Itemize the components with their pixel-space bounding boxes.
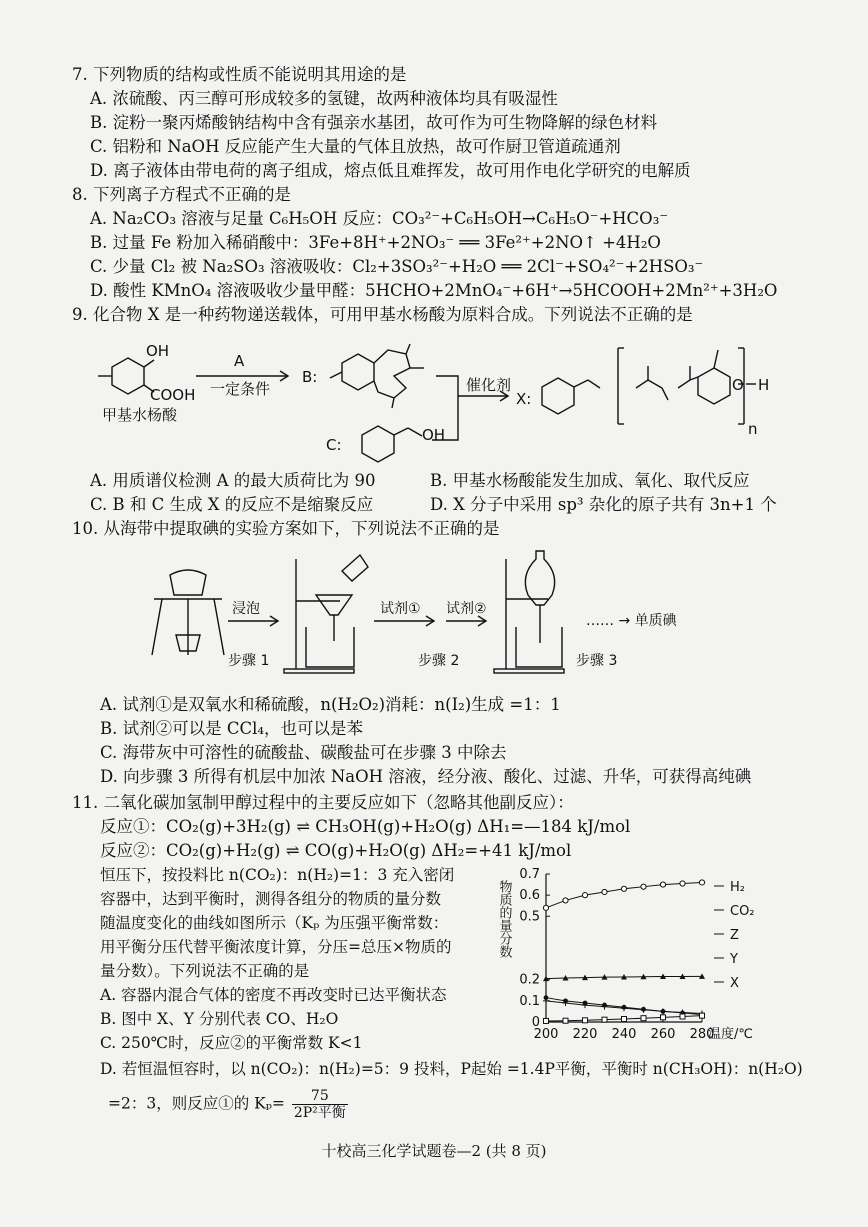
q11-option-c: C. 250℃时，反应②的平衡常数 K<1 [100,1034,363,1052]
q9-start-name: 甲基水杨酸 [102,406,178,424]
chart-point [543,905,548,910]
chart-point [563,898,568,903]
q11-reaction-2: 反应②：CO₂(g)+H₂(g) ⇌ CO(g)+H₂O(g) ΔH₂=+41 kJ/mol [100,841,572,860]
q9-catalyst: 催化剂 [466,376,512,394]
q11-para-5: 量分数）。下列说法不正确的是 [100,962,310,980]
chart-x-tick-label: 220 [572,1027,598,1042]
q10-soak: 浸泡 [232,601,260,617]
chart-point [641,884,646,889]
q11-option-b: B. 图中 X、Y 分别代表 CO、H₂O [100,1010,339,1028]
q7-option-a: A. 浓硫酸、丙三醇可形成较多的氢键，故两种液体均具有吸湿性 [90,89,558,108]
q11-para-4: 用平衡分压代替平衡浓度计算，分压=总压×物质的 [100,938,452,956]
q11-option-d-prefix: =2：3，则反应①的 Kₚ= [108,1094,285,1113]
q9-b-label: B: [302,368,318,386]
chart-point [680,1014,685,1019]
q8-option-b: B. 过量 Fe 粉加入稀硝酸中：3Fe+8H⁺+2NO₃⁻ ══ 3Fe²⁺+2NO↑ +4H₂O [90,233,661,252]
chart-x-axis-label: 温度/℃ [708,1027,753,1042]
chart-point [583,1018,588,1023]
q10-stem: 10. 从海带中提取碘的实验方案如下，下列说法不正确的是 [72,519,500,538]
q10-step1: 步骤 1 [228,653,270,669]
q10-product: …… → 单质碘 [586,613,677,629]
chart-y-tick-label: 0 [531,1015,540,1030]
chart-x-tick-label: 200 [533,1027,559,1042]
chart-point [660,882,665,887]
q7-stem: 7. 下列物质的结构或性质不能说明其用途的是 [72,65,407,84]
q11-option-d-line2 [108,1088,348,1121]
chart-y-tick-label: 0.6 [519,888,540,904]
chart-point [641,1016,646,1021]
q7-option-d: D. 离子液体由带电荷的离子组成，熔点低且难挥发，故可用作电化学研究的电解质 [90,161,691,180]
chart-y-tick-label: 0.2 [519,972,540,988]
chart-y-axis-label: 物质的量分数 [496,880,512,958]
q8-option-d: D. 酸性 KMnO₄ 溶液吸收少量甲醛：5HCHO+2MnO₄⁻+6H⁺→5HCOOH+2Mn²⁺+3H₂O [90,281,778,300]
chart-legend-label: CO₂ [730,904,755,919]
chart-y-tick-label: 0.5 [519,909,540,925]
chart-y-tick-label: 0.1 [519,993,540,1009]
q9-n-label: n [748,420,758,438]
chart-point [660,1008,666,1014]
q11-option-d-line1: D. 若恒温恒容时，以 n(CO₂)：n(H₂)=5：9 投料，P起始 =1.4P平衡，平衡时 n(CH₃OH)：n(H₂O) [100,1060,803,1078]
q9-c-oh: OH [422,426,446,444]
q10-reagent1: 试剂① [380,601,421,617]
q8-option-c: C. 少量 Cl₂ 被 Na₂SO₃ 溶液吸收：Cl₂+3SO₃²⁻+H₂O ══ 2Cl⁻+SO₄²⁻+2HSO₃⁻ [90,257,704,276]
chart-point [622,1017,627,1022]
chart-point [582,893,587,898]
q11-option-a: A. 容器内混合气体的密度不再改变时已达平衡状态 [100,986,447,1004]
q8-option-a: A. Na₂CO₃ 溶液与足量 C₆H₅OH 反应：CO₃²⁻+C₆H₅OH→C₆H₅O⁻+HCO₃⁻ [90,209,669,228]
chart-point [602,889,607,894]
q9-condition: 一定条件 [210,380,271,398]
q11-para-1: 恒压下，按投料比 n(CO₂)：n(H₂)=1：3 充入密闭 [100,866,455,884]
q7-option-c: C. 铝粉和 NaOH 反应能产生大量的气体且放热，故可作厨卫管道疏通剂 [90,137,621,156]
q10-step2: 步骤 2 [418,653,460,669]
q11-kp-numerator: 75 [292,1088,348,1105]
q10-option-d: D. 向步骤 3 所得有机层中加浓 NaOH 溶液，经分液、酸化、过滤、升华，可获得高纯碘 [100,767,752,786]
chart-point [699,880,704,885]
q10-option-c: C. 海带灰中可溶性的硫酸盐、碳酸盐可在步骤 3 中除去 [100,743,507,762]
chart-point [544,1018,549,1023]
q10-option-a: A. 试剂①是双氧水和稀硫酸，n(H₂O₂)消耗：n(I₂)生成 =1：1 [100,695,561,714]
q9-oh-label: OH [146,342,170,360]
q9-option-b: B. 甲基水杨酸能发生加成、氧化、取代反应 [430,471,750,490]
q9-option-a: A. 用质谱仪检测 A 的最大质荷比为 90 [90,471,376,490]
q10-apparatus-scheme [148,545,708,677]
q9-cooh-label: COOH [150,386,196,404]
chart-point [680,881,685,886]
q9-h-label: H [758,376,770,394]
q9-c-label: C: [326,436,342,454]
q10-reagent2: 试剂② [446,601,487,617]
q7-option-b: B. 淀粉一聚丙烯酸钠结构中含有强亲水基团，故可作为可生物降解的绿色材料 [90,113,658,132]
q9-stem: 9. 化合物 X 是一种药物递送载体，可用甲基水杨酸为原料合成。下列说法不正确的是 [72,305,693,324]
q8-stem: 8. 下列离子方程式不正确的是 [72,185,291,204]
q9-option-d: D. X 分子中采用 sp³ 杂化的原子共有 3n+1 个 [430,495,777,514]
q11-mole-fraction-chart [490,864,790,1050]
chart-point [621,886,626,891]
q11-para-2: 容器中，达到平衡时，测得各组分的物质的量分数 [100,890,442,908]
chart-legend-label: Y [730,952,738,967]
q10-step3: 步骤 3 [576,653,618,669]
q11-reaction-1: 反应①：CO₂(g)+3H₂(g) ⇌ CH₃OH(g)+H₂O(g) ΔH₁=—184 kJ/mol [100,817,631,836]
page-footer: 十校高三化学试题卷—2 (共 8 页) [321,1142,547,1160]
q11-kp-fraction [292,1088,348,1121]
chart-y-tick-label: 0.7 [519,867,540,882]
chart-point [661,1015,666,1020]
q9-x-label: X: [516,390,532,408]
chart-point [641,1007,647,1013]
q9-reagent-a: A [234,352,245,370]
chart-legend-label: H₂ [730,880,745,895]
chart-x-tick-label: 240 [611,1027,637,1042]
chart-point [700,1013,705,1018]
chart-x-tick-label: 260 [650,1027,676,1042]
chart-x-tick-label: 280 [689,1027,715,1042]
chart-legend-label: Z [730,928,739,943]
q10-option-b: B. 试剂②可以是 CCl₄，也可以是苯 [100,719,364,738]
q9-option-c: C. B 和 C 生成 X 的反应不是缩聚反应 [90,495,374,514]
q11-kp-denominator: 2P²平衡 [293,1105,346,1121]
chart-point [563,1018,568,1023]
q9-oh-bracket: O [732,376,744,394]
chart-legend-label: X [730,976,739,991]
q11-stem: 11. 二氧化碳加氢制甲醇过程中的主要反应如下（忽略其他副反应）： [72,793,574,812]
chart-point [602,1017,607,1022]
q11-para-3: 随温度变化的曲线如图所示（Kₚ 为压强平衡常数： [100,914,449,932]
q9-synthesis-scheme [88,332,788,464]
